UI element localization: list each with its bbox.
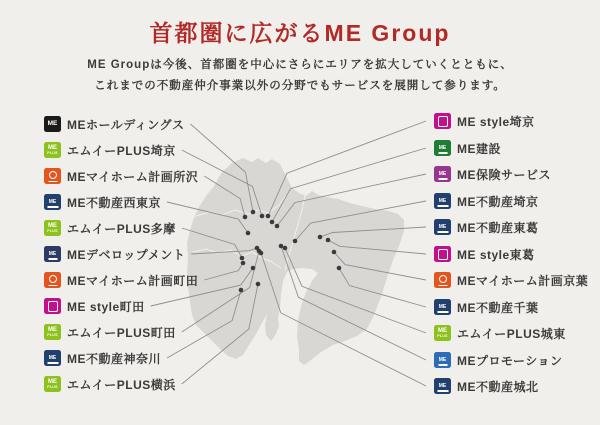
brand-icon-style <box>434 113 451 129</box>
company-item <box>44 375 176 393</box>
brand-icon-myhome <box>434 272 451 288</box>
brand-icon-plus: ME PLUS <box>44 220 61 236</box>
map-dot <box>259 251 264 256</box>
map-dot <box>240 256 245 261</box>
company-item <box>44 271 198 289</box>
brand-icon-fudosan: ME <box>434 378 451 394</box>
brand-icon-holdings: ME <box>44 116 61 132</box>
page-title: 首都圏に広がるME Group <box>149 20 451 46</box>
map-dot <box>283 246 288 251</box>
brand-icon-plus: ME PLUS <box>44 324 61 340</box>
brand-icon-develop: ME <box>44 246 61 262</box>
company-name: ME建設 <box>457 141 502 156</box>
subtitle-line-2: これまでの不動産仲介事業以外の分野でもサービスを展開して参ります。 <box>94 80 506 93</box>
map-dot <box>266 214 271 219</box>
company-name: エムイーPLUS横浜 <box>67 377 176 392</box>
map-dot <box>251 266 256 271</box>
company-item <box>434 298 539 316</box>
map-dot <box>241 261 246 266</box>
brand-icon-style <box>44 298 61 314</box>
company-name: MEマイホーム計画京葉 <box>457 273 589 288</box>
company-name: ME不動産千葉 <box>457 300 539 315</box>
brand-icon-fudosan: ME <box>44 350 61 366</box>
brand-icon-hoken: ME <box>434 166 451 182</box>
brand-icon-plus: ME PLUS <box>434 325 451 341</box>
company-name: ME style東葛 <box>457 247 535 262</box>
company-item <box>44 349 161 367</box>
map-dot <box>318 235 323 240</box>
brand-icon-kensetsu: ME <box>434 140 451 156</box>
company-name: ME不動産東葛 <box>457 220 539 235</box>
map-dot <box>337 266 342 271</box>
map-dot <box>243 215 248 220</box>
brand-icon-plus: ME PLUS <box>44 142 61 158</box>
company-item <box>44 193 161 211</box>
brand-icon-fudosan: ME <box>434 193 451 209</box>
company-item <box>44 297 145 315</box>
company-name: ME不動産神奈川 <box>67 351 162 366</box>
brand-icon-style <box>434 246 451 262</box>
company-name: エムイーPLUS埼京 <box>67 143 176 158</box>
company-name: MEデベロップメント <box>67 247 186 262</box>
company-name: MEマイホーム計画所沢 <box>67 169 199 184</box>
company-name: エムイーPLUS多摩 <box>67 221 176 236</box>
company-item <box>44 141 176 159</box>
company-item <box>434 112 535 130</box>
company-item <box>44 245 185 263</box>
brand-icon-myhome <box>44 168 61 184</box>
map-dot <box>326 238 331 243</box>
brand-icon-plus: ME PLUS <box>44 376 61 392</box>
company-item <box>434 218 539 236</box>
company-name: エムイーPLUS町田 <box>67 325 176 340</box>
company-name: ME style町田 <box>67 299 145 314</box>
company-item <box>434 324 566 342</box>
company-item <box>434 245 535 263</box>
header <box>0 0 600 98</box>
company-name: エムイーPLUS城東 <box>457 326 566 341</box>
company-item <box>434 139 501 157</box>
company-item <box>44 167 198 185</box>
company-item <box>44 323 176 341</box>
company-name: MEプロモーション <box>457 353 563 368</box>
map-dot <box>246 231 251 236</box>
map-dot <box>332 250 337 255</box>
map-dot <box>270 220 275 225</box>
company-name: MEホールディングス <box>67 117 185 132</box>
brand-icon-myhome <box>44 272 61 288</box>
company-item <box>44 219 176 237</box>
brand-icon-fudosan: ME <box>44 194 61 210</box>
map-dot <box>275 224 280 229</box>
company-name: ME不動産西東京 <box>67 195 162 210</box>
brand-icon-fudosan: ME <box>434 219 451 235</box>
company-item <box>434 192 539 210</box>
company-item <box>434 165 551 183</box>
company-name: ME style埼京 <box>457 114 535 129</box>
company-name: ME保険サービス <box>457 167 552 182</box>
brand-icon-fudosan: ME <box>434 299 451 315</box>
company-name: ME不動産城北 <box>457 379 539 394</box>
map-dot <box>256 282 261 287</box>
subtitle-line-1: ME Groupは今後、首都圏を中心にさらにエリアを拡大していくとともに、 <box>87 59 513 71</box>
brand-icon-promotion: ME <box>434 352 451 368</box>
map-dot <box>293 239 298 244</box>
map-dot <box>239 288 244 293</box>
company-name: ME不動産埼京 <box>457 194 539 209</box>
map-dot <box>251 210 256 215</box>
kanto-land-silhouette <box>187 158 404 365</box>
map-dot <box>279 244 284 249</box>
company-item <box>434 271 588 289</box>
company-item <box>434 351 563 369</box>
company-item <box>44 115 184 133</box>
map-dot <box>260 214 265 219</box>
company-item <box>434 377 539 395</box>
company-name: MEマイホーム計画町田 <box>67 273 199 288</box>
